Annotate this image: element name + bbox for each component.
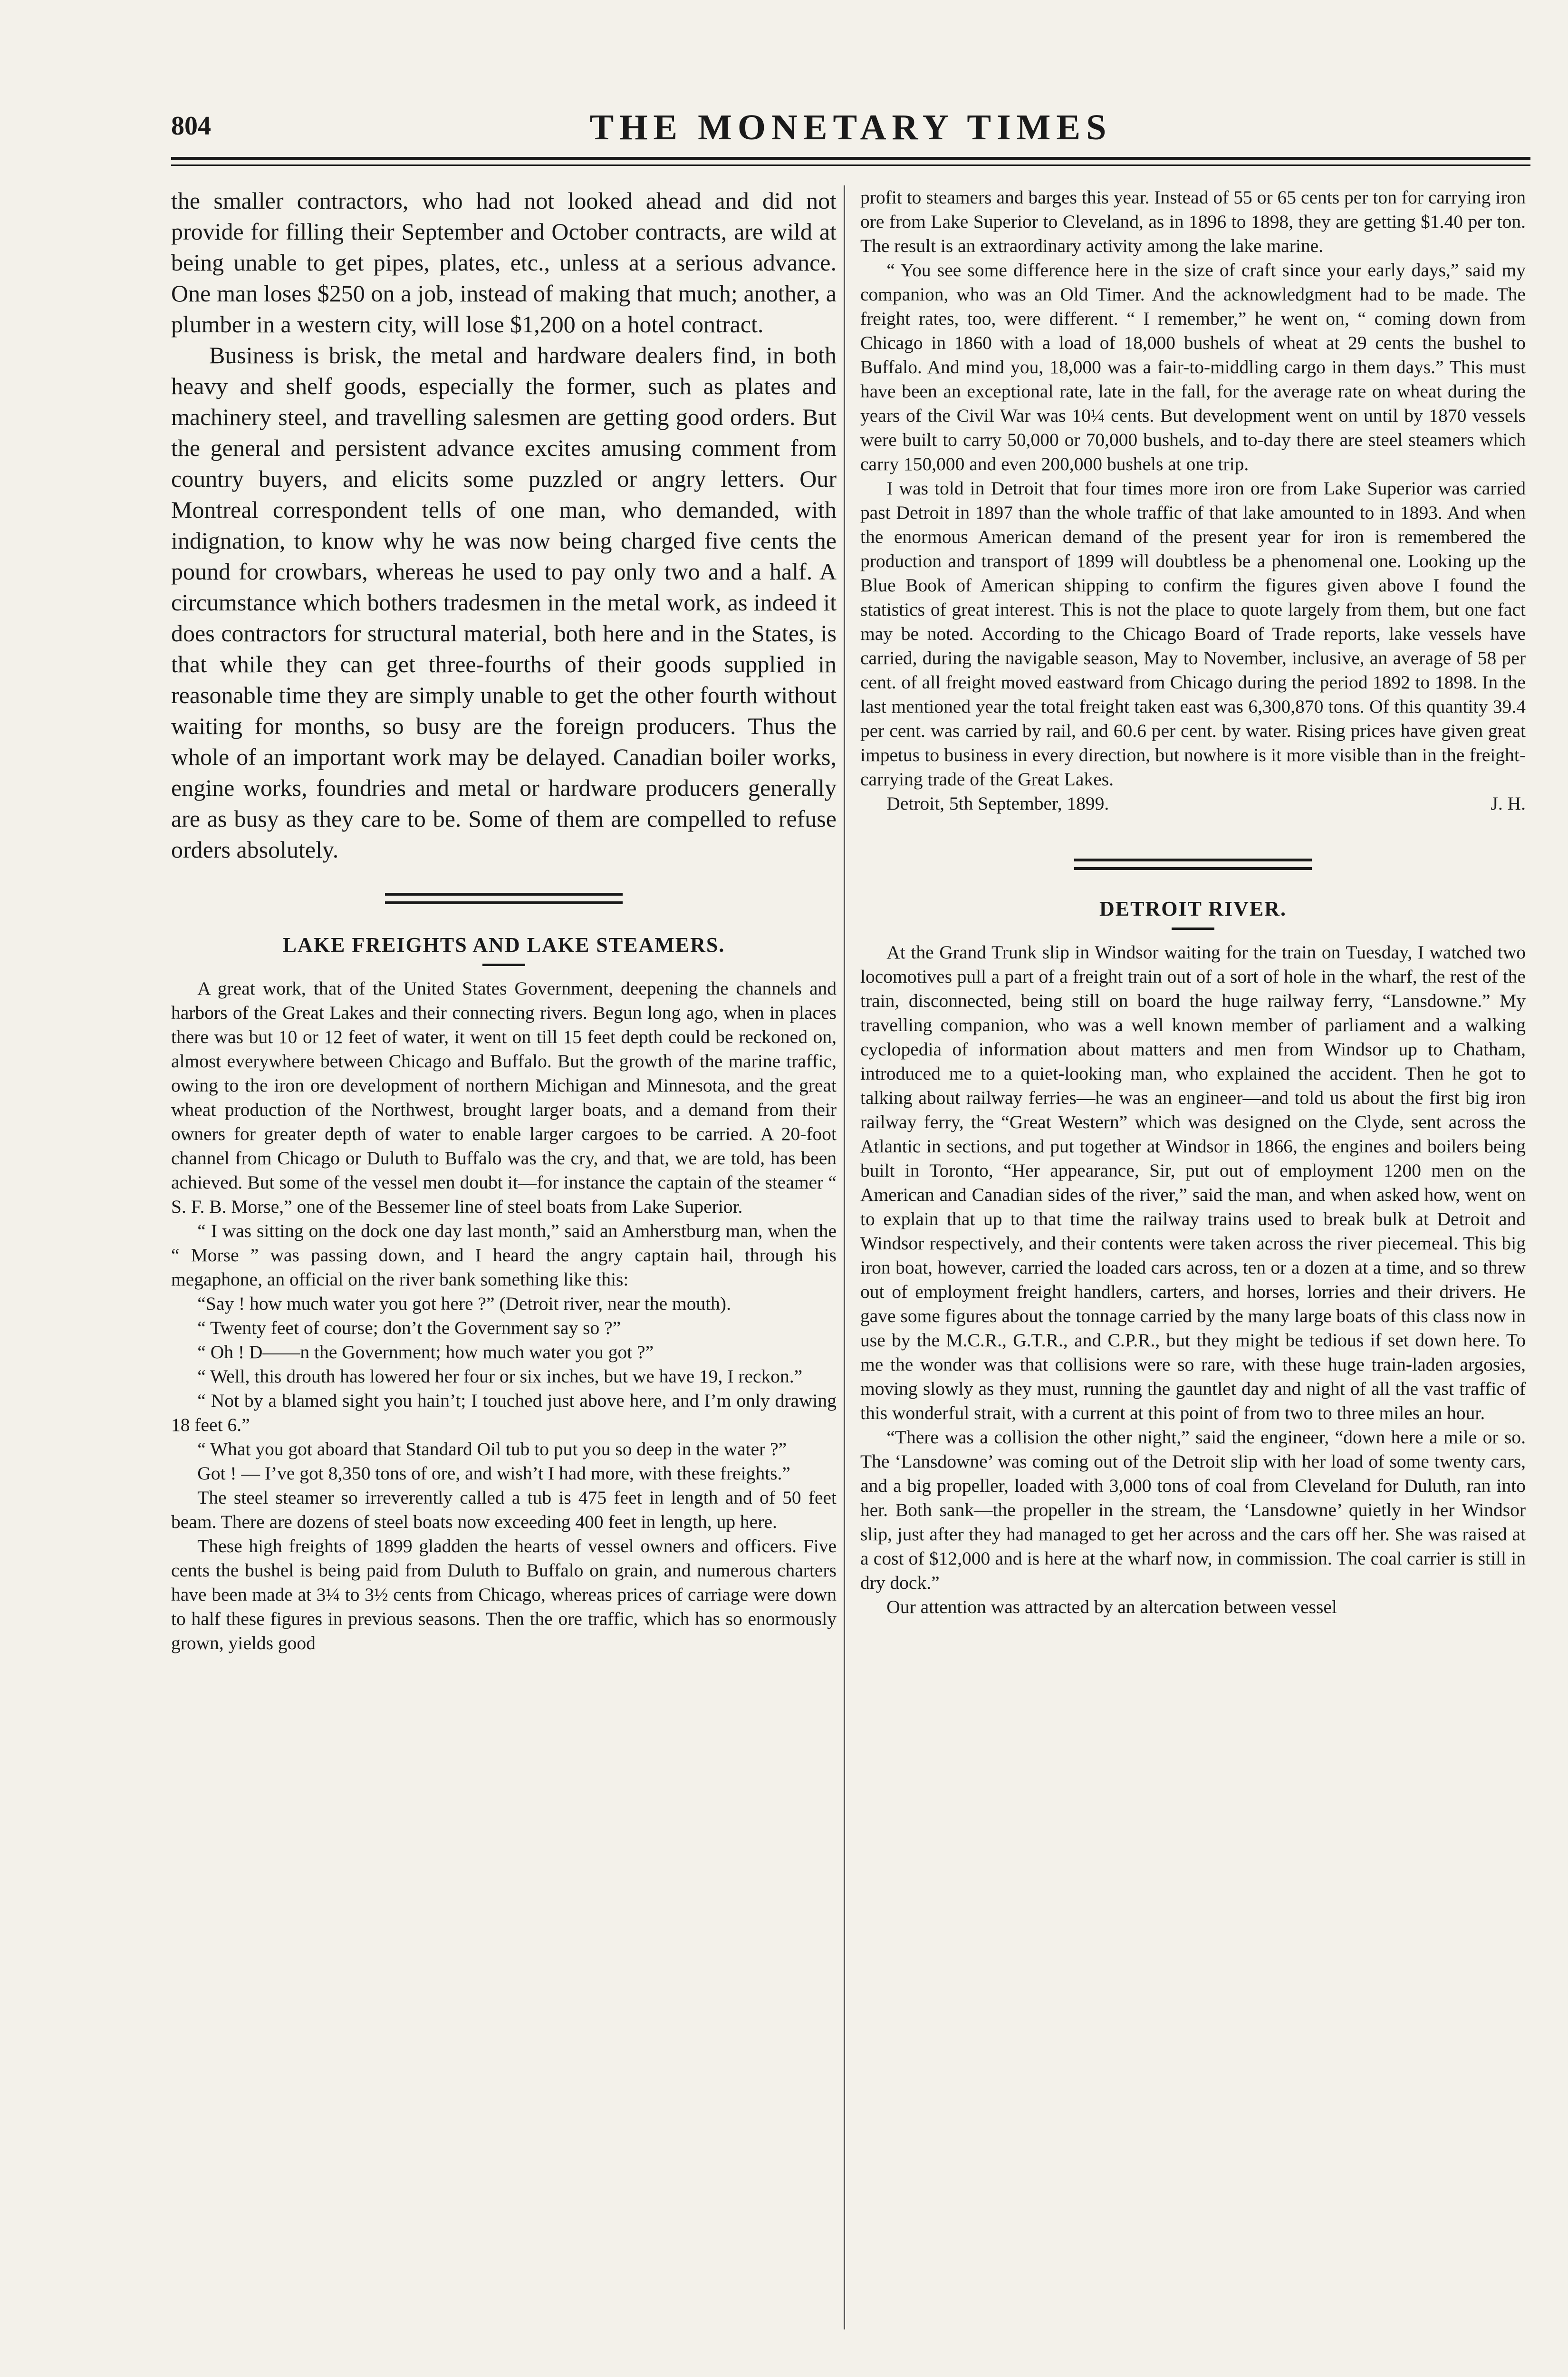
signature-block — [860, 792, 1526, 816]
paragraph: These high freights of 1899 gladden the hearts of vessel owners and officers. Five cents the bushel is being paid from Duluth to Buffalo on grain, and numerous charters have been made at 3¼ to 3½ cents from Chicago, whereas prices of carriage were down to half these figures in previous seasons. Then the ore traffic, which has so enormously grown, yields good — [171, 1536, 837, 1653]
masthead-title: THE MONETARY TIMES — [589, 107, 1112, 147]
paragraph: profit to steamers and barges this year. Instead of 55 or 65 cents per ton for carrying iron ore from Lake Superior to Cleveland, as in 1896 to 1898, they are getting $1.40 per ton. The result is an extraordinary activity among the lake marine. — [860, 187, 1526, 256]
paragraph: Got ! — I’ve got 8,350 tons of ore, and wish’t I had more, with these freights.” — [197, 1463, 790, 1484]
header-rule-thin — [171, 164, 1530, 166]
article-detroit-river — [860, 940, 1526, 1619]
paragraph: “ Oh ! D——n the Government; how much water you got ?” — [197, 1342, 654, 1362]
paragraph: “ What you got aboard that Standard Oil tub to put you so deep in the water ?” — [197, 1439, 787, 1459]
article-title-lake-freights: LAKE FREIGHTS AND LAKE STEAMERS. — [282, 933, 725, 957]
page-number: 804 — [171, 111, 211, 141]
right-column — [860, 185, 1526, 1619]
section-double-rule — [1074, 859, 1312, 870]
paragraph: I was told in Detroit that four times more iron ore from Lake Superior was carried past Detroit in 1897 than the whole traffic of that lake amounted to in 1893. And when the enormous American demand of the present year for iron is remembered the production and transport of 1899 will doubtless be a phenomenal one. Looking up the Blue Book of American shipping to confirm the figures given above I found the statistics of great interest. This is not the place to quote largely from them, but one fact may be noted. According to the Chicago Board of Trade reports, lake vessels have carried, during the navigable season, May to November, inclusive, an average of 58 per cent. of all freight moved eastward from Chicago during the period 1892 to 1898. In the last mentioned year the total freight taken east was 6,300,870 tons. Of this quantity 39.4 per cent. was carried by rail, and 60.6 per cent. by water. Rising prices have given great impetus to business in every direction, but nowhere is it more visible than in the freight-carrying trade of the Great Lakes. — [860, 478, 1526, 790]
column-divider — [844, 185, 845, 2329]
article-lake-freights — [171, 976, 837, 1655]
paragraph: “ Not by a blamed sight you hain’t; I touched just above here, and I’m only drawing 18 feet 6.” — [171, 1390, 837, 1435]
paragraph: “ I was sitting on the dock one day last month,” said an Amherstburg man, when the “ Morse ” was passing down, and I heard the angry captain hail, through his megaphone, an official on the river bank something like this: — [171, 1220, 837, 1290]
paragraph: “There was a collision the other night,” said the engineer, “down here a mile or so. The ‘Lansdowne’ was coming out of the Detroit slip with her load of some twenty cars, and a big propeller, loaded with 3,000 tons of coal from Cleveland for Duluth, ran into her. Both sank—the propeller in the stream, the ‘Lansdowne’ quietly in her Windsor slip, just after they had managed to get her across and the cars off her. She was raised at a cost of $12,000 and is here at the wharf now, in commission. The coal carrier is still in dry dock.” — [860, 1427, 1526, 1593]
paragraph: Business is brisk, the metal and hardware dealers find, in both heavy and shelf goods, especially the former, such as plates and machinery steel, and travelling salesmen are getting good orders. But the general and persistent advance excites amusing comment from country buyers, and elicits some puzzled or angry letters. Our Montreal correspondent tells of one man, who demanded, with indignation, to know why he was now being charged five cents the pound for crowbars, whereas he used to pay only two and a half. A circumstance which bothers tradesmen in the metal work, as indeed it does contractors for structural material, both here and in the States, is that while they can get three-fourths of their goods supplied in reasonable time they are simply unable to get the other fourth without waiting for months, so busy are the foreign producers. Thus the whole of an important work may be delayed. Canadian boiler works, engine works, foundries and metal or hardware producers generally are as busy as they care to be. Some of them are compelled to refuse orders absolutely. — [171, 342, 837, 863]
header-rule-thick — [171, 157, 1530, 160]
paragraph: “ Twenty feet of course; don’t the Government say so ?” — [197, 1317, 621, 1338]
lake-freights-continuation — [860, 185, 1526, 816]
paragraph: “Say ! how much water you got here ?” (Detroit river, near the mouth). — [197, 1293, 731, 1314]
page-header — [171, 107, 1530, 155]
metal-trade-continuation — [171, 185, 837, 865]
paragraph: the smaller contractors, who had not looked ahead and did not provide for filling their September and October contracts, are wild at being unable to get pipes, plates, etc., unless at a serious advance. One man loses $250 on a job, instead of making that much; another, a plumber in a western city, will lose $1,200 on a hotel contract. — [171, 187, 837, 338]
section-double-rule — [385, 893, 623, 904]
paragraph: At the Grand Trunk slip in Windsor waiting for the train on Tuesday, I watched two locomotives pull a part of a freight train out of a sort of hole in the wharf, the rest of the train, disconnected, being still on board the huge railway ferry, “Lansdowne.” My travelling companion, who was a well known member of parliament and a walking cyclopedia of information about matters and men from Windsor up to Chatham, introduced me to a quiet-looking man, who explained the accident. Then he got to talking about railway ferries—he was an engineer—and told us about the first big iron railway ferry, the “Great Western” which was designed on the Clyde, sent across the Atlantic in sections, and put together at Windsor in 1866, the engines and boilers being built in Toronto, “Her appearance, Sir, put out of employment 1200 men on the American and Canadian sides of the river,” said the man, and when asked how, went on to explain that up to that time the railway trains used to break bulk at Detroit and Windsor respectively, and their contents were taken across the river piecemeal. This big iron boat, however, carried the loaded cars across, ten or a dozen at a time, and so threw out of employment freight handlers, carters, and horses, lorries and their drivers. He gave some figures about the tonnage carried by the many large boats of this class now in use by the M.C.R., G.T.R., and C.P.R., but they might be tedious if set down here. To me the wonder was that collisions were so rare, with these huge train-laden argosies, moving slowly as they must, running the gauntlet day and night of all the vast traffic of this wonderful strait, with a current at this point of from two to three miles an hour. — [860, 942, 1526, 1423]
paragraph: A great work, that of the United States Government, deepening the channels and harbors of the Great Lakes and their connecting rivers. Begun long ago, when in places there was but 10 or 12 feet of water, it went on till 15 feet depth could be reckoned on, almost everywhere between Chicago and Buffalo. But the growth of the marine traffic, owing to the iron ore development of northern Michigan and Minnesota, and the great wheat production of the Northwest, brought larger boats, and a demand from their owners for greater depth of water to enable larger cargoes to be carried. A 20-foot channel from Chicago or Duluth to Buffalo was the cry, and that, we are told, has been achieved. But some of the vessel men doubt it—for instance the captain of the steamer “ S. F. B. Morse,” one of the Bessemer line of steel boats from Lake Superior. — [171, 978, 837, 1217]
author-initials: J. H. — [1491, 793, 1526, 814]
article-title-detroit-river: DETROIT RIVER. — [1099, 897, 1287, 920]
dateline: Detroit, 5th September, 1899. — [886, 793, 1109, 814]
title-underline — [1172, 928, 1214, 930]
paragraph: “ Well, this drouth has lowered her four or six inches, but we have 19, I reckon.” — [197, 1366, 803, 1387]
title-underline — [482, 964, 525, 966]
left-column — [171, 185, 837, 1655]
paragraph: “ You see some difference here in the size of craft since your early days,” said my companion, who was an Old Timer. And the acknowledgment had to be made. The freight rates, too, were different. “ I remember,” he went on, “ coming down from Chicago in 1860 with a load of 18,000 bushels of wheat at 29 cents the bushel to Buffalo. And mind you, 18,000 was a fair-to-middling cargo in them days.” This must have been an exceptional rate, late in the fall, for the average rate on wheat during the years of the Civil War was 10¼ cents. But development went on until by 1870 vessels were built to carry 50,000 or 70,000 bushels, and to-day there are steel steamers which carry 150,000 and even 200,000 bushels at one trip. — [860, 260, 1526, 474]
paragraph: The steel steamer so irreverently called a tub is 475 feet in length and of 50 feet beam. There are dozens of steel boats now exceeding 400 feet in length, up here. — [171, 1487, 837, 1532]
paragraph: Our attention was attracted by an altercation between vessel — [886, 1596, 1337, 1617]
